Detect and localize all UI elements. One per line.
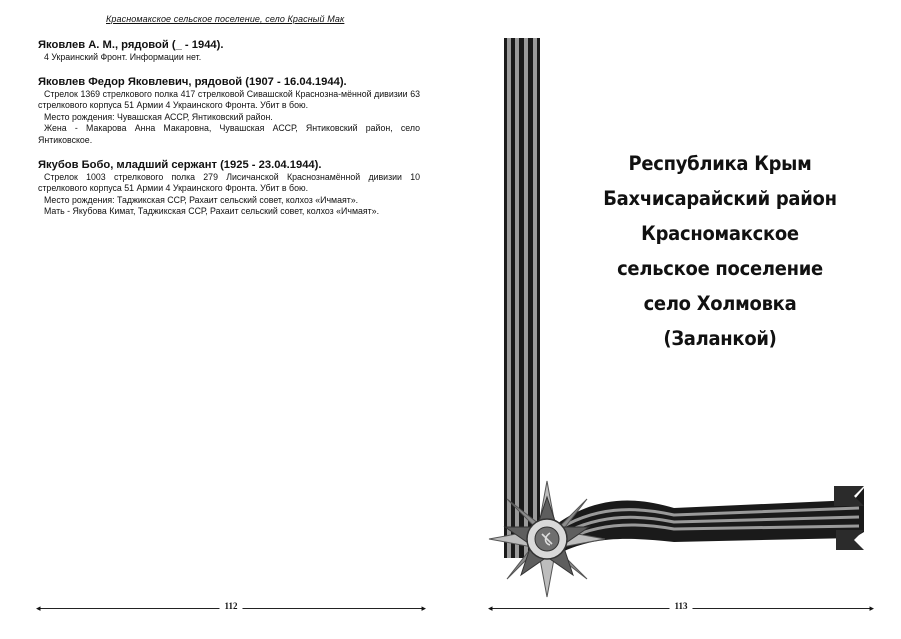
entry-name: Якубов Бобо, младший сержант (1925 - 23.04.1944).: [38, 158, 322, 171]
entry-line: Жена - Макарова Анна Макаровна, Чувашская АССР, Янтиковский район, село Янтиковское.: [38, 123, 420, 145]
entry-line: Мать - Якубова Кимат, Таджикская ССР, Рахаит сельский совет, колхоз «Ичмаят».: [44, 206, 380, 217]
running-header: Красномакское сельское поселение, село Красный Мак: [106, 14, 345, 24]
entry-line: 4 Украинский Фронт. Информации нет.: [44, 52, 202, 62]
entry-name: Яковлев Федор Яковлевич, рядовой (1907 - 16.04.1944).: [38, 75, 347, 88]
arrow-left-icon: ◂: [36, 603, 41, 613]
entry-name: Яковлев А. М., рядовой (_ - 1944).: [38, 39, 224, 51]
page-number: 112: [219, 601, 242, 611]
right-page: [450, 0, 901, 639]
title-line: Бахчисарайский район: [603, 187, 837, 210]
entry-line: Стрелок 1369 стрелкового полка 417 стрелковой Сивашской Краснозна-мённой дивизии 63 стрелкового корпуса 51 Армии 4 Украинского Фронта. Убит в бою.: [38, 88, 420, 111]
page-footer: [490, 598, 872, 618]
left-page: [0, 0, 450, 639]
arrow-right-icon: ▸: [869, 603, 874, 613]
entry-line: Место рождения: Таджикская ССР, Рахаит сельский совет, колхоз «Ичмаят».: [44, 194, 359, 205]
entries-list: [38, 38, 420, 229]
title-line: сельское поселение: [617, 257, 823, 280]
entry: [38, 158, 420, 218]
page-number: 113: [669, 601, 692, 611]
arrow-right-icon: ▸: [421, 603, 426, 613]
title-line: село Холмовка: [643, 292, 797, 315]
title-line: Республика Крым: [628, 152, 812, 175]
entry: [38, 75, 420, 147]
title-line: Красномакское: [641, 222, 799, 245]
entry: [38, 38, 420, 64]
entry-line: Стрелок 1003 стрелкового полка 279 Лисичанской Краснознамённой дивизии 10 стрелкового корпуса 51 Армии 4 Украинского Фронта. Убит в бою.: [38, 171, 420, 194]
title-block: [582, 146, 858, 356]
order-patriotic-war-icon: [488, 480, 606, 598]
title-line: (Заланкой): [663, 327, 777, 350]
page-footer: [38, 598, 424, 618]
entry-line: Место рождения: Чувашская АССР, Янтиковский район.: [44, 111, 273, 122]
arrow-left-icon: ◂: [488, 603, 493, 613]
